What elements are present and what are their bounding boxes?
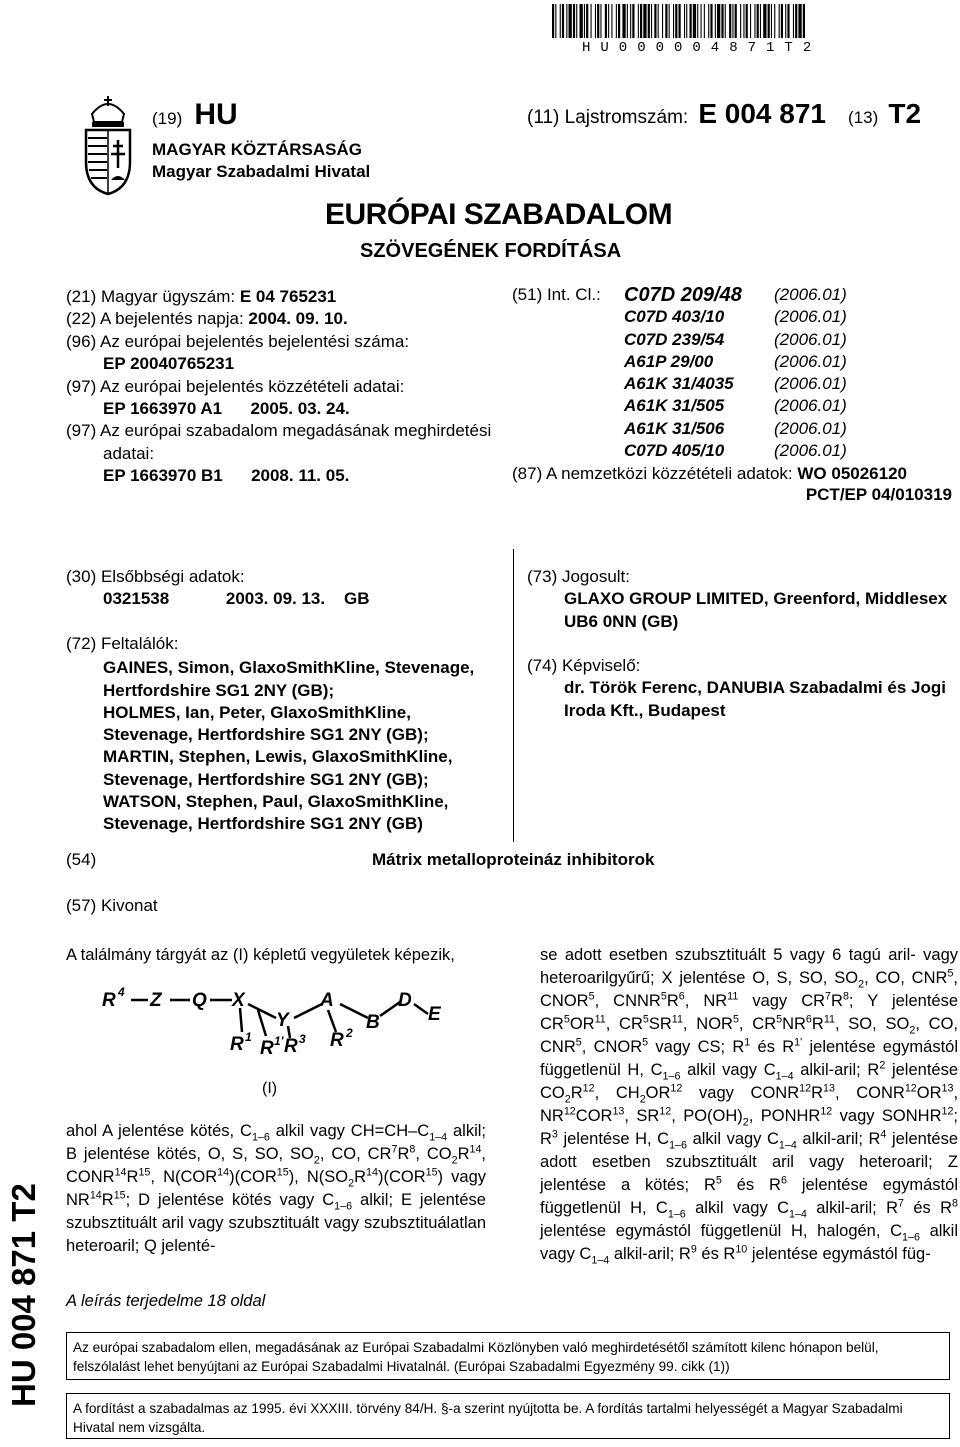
- ipc-version: (2006.01): [774, 418, 847, 438]
- formula-symbol: R: [284, 1036, 298, 1056]
- ipc-row: [512, 306, 847, 328]
- inventor-line: GAINES, Simon, GlaxoSmithKline, Stevenage,: [103, 658, 475, 678]
- formula-symbol: 2: [346, 1026, 353, 1040]
- barcode-bar: [622, 4, 625, 38]
- formula-symbol: 1: [245, 1030, 252, 1044]
- kind-code: T2: [888, 98, 922, 129]
- ipc-row-label: [512, 418, 624, 440]
- barcode-bar: [721, 4, 723, 38]
- translation-notice: A fordítást a szabadalmas az 1995. évi XXXIII. törvény 84/H. §-a szerint nyújtotta be. A fordítás tartalmi helyességét a Magyar Szabadalmi Hivatal nem vizsgálta.: [66, 1393, 950, 1439]
- barcode-bar: [651, 4, 652, 38]
- representative-line: Iroda Kft., Budapest: [564, 700, 726, 720]
- ipc-code: C07D 209/48: [624, 284, 742, 306]
- formula-symbol: 4: [118, 986, 125, 999]
- barcode-bar: [757, 4, 759, 38]
- ipc-row: [512, 351, 847, 373]
- inventors-label: (72) Feltalálók:: [66, 634, 179, 653]
- ep-grant-label: (97) Az európai szabadalom megadásának meghirdetési: [66, 421, 492, 441]
- formula-symbol: R: [102, 990, 116, 1011]
- coat-of-arms-icon: [78, 92, 138, 196]
- barcode-bar: [771, 4, 772, 38]
- barcode-bar: [679, 4, 681, 38]
- barcode-bar: [779, 4, 780, 38]
- barcode-bar: [562, 4, 564, 38]
- barcode-bar: [648, 4, 650, 38]
- barcode-bar: [732, 4, 733, 38]
- formula-symbol: R: [330, 1030, 344, 1051]
- barcode-bar: [584, 4, 585, 38]
- ep-app-label: (96) Az európai bejelentés bejelentési száma:: [66, 331, 410, 351]
- registration-number: E 004 871: [698, 98, 826, 129]
- ipc-version: (2006.01): [774, 441, 847, 461]
- kind-num: (13): [848, 108, 879, 127]
- formula-symbol: Z: [150, 990, 162, 1011]
- barcode-bar: [595, 4, 596, 38]
- barcode-bar: [684, 4, 685, 38]
- ipc-row-label: (51) Int. Cl.:: [512, 285, 601, 304]
- barcode-bar: [787, 4, 789, 38]
- ep-pub-value: EP 1663970 A1 2005. 03. 24.: [103, 399, 350, 419]
- intl-pub-label: (87) A nemzetközi közzétételi adatok:: [512, 464, 798, 484]
- registration-label: (11) Lajstromszám:: [527, 107, 689, 128]
- barcode-bar: [658, 4, 659, 38]
- barcode-bar: [600, 4, 601, 38]
- ipc-row: [512, 284, 847, 306]
- description-extent: A leírás terjedelme 18 oldal: [66, 1292, 266, 1310]
- ep-pub-label: (97) Az európai bejelentés közzétételi adatai:: [66, 376, 405, 396]
- inventor-line: Stevenage, Hertfordshire SG1 2NY (GB);: [103, 725, 429, 745]
- office-name: Magyar Szabadalmi Hivatal: [152, 162, 371, 181]
- representative-line: dr. Török Ferenc, DANUBIA Szabadalmi és Jogi: [564, 678, 946, 698]
- kind-field: [848, 98, 921, 130]
- ipc-code: A61P 29/00: [624, 351, 714, 371]
- formula-symbol: X: [232, 990, 245, 1011]
- barcode-bar: [717, 4, 720, 38]
- filing-date-value: 2004. 09. 10.: [248, 309, 348, 329]
- abstract-left-body: ahol A jelentése kötés, $C_{1-6}$ alkil vagy $CH=CH-C_{1-4}$ alkil; B jelentése kötés, O, S, SO, $SO_2$, CO, $CR^7R^8$, $CO_2R^{14}$, $CONR^{14}R^{15}$, N(COR$^{14}$)(COR$^{15}$), $N(SO_2R^{14})(COR^{15})$ vagy $NR^{14}R^{15}$; D jelentése kötés vagy $C_{1-6}$ alkil; E jelentése szubsztituált aril vagy szubsztituált vagy szubsztituálatlan heteroaril; Q jelenté-: [66, 1122, 487, 1255]
- proprietor-name: [527, 588, 957, 633]
- ipc-block: [512, 284, 907, 486]
- ipc-version: (2006.01): [774, 351, 847, 371]
- barcode-bar: [573, 4, 575, 38]
- barcode-bar: [774, 4, 775, 38]
- inventor-line: Stevenage, Hertfordshire SG1 2NY (GB): [103, 814, 423, 834]
- ipc-row-label: [512, 373, 624, 395]
- barcode-bar: [618, 4, 620, 38]
- ep-grant-label-2: adatai:: [103, 443, 155, 463]
- barcode-bar: [746, 4, 748, 38]
- barcode-bar: [569, 4, 572, 38]
- ipc-version: (2006.01): [774, 307, 847, 327]
- formula-label: (I): [262, 1080, 278, 1097]
- formula-symbol: R: [260, 1038, 274, 1056]
- barcode-bar: [697, 4, 698, 38]
- barcode-bar: [715, 4, 716, 38]
- ipc-code: C07D 403/10: [624, 307, 725, 327]
- barcode-bar: [608, 4, 609, 38]
- intl-pub-value: WO 05026120: [797, 464, 908, 484]
- pct-number: PCT/EP 04/010319: [805, 485, 952, 504]
- abstract-label: (57) Kivonat: [66, 896, 158, 915]
- ep-grant-value: EP 1663970 B1 2008. 11. 05.: [103, 466, 350, 486]
- barcode-bar: [627, 4, 628, 38]
- ipc-row: [512, 329, 847, 351]
- filing-date-line: [66, 308, 491, 330]
- ipc-code: A61K 31/4035: [624, 374, 734, 394]
- app-number-line: [66, 286, 491, 308]
- barcode-bar: [675, 4, 677, 38]
- side-document-code: HU 004 871 T2: [5, 1183, 42, 1407]
- barcode-bar: [597, 4, 599, 38]
- ipc-row: [512, 440, 847, 462]
- priority-value: 0321538 2003. 09. 13. GB: [103, 589, 370, 609]
- barcode-bar: [591, 4, 592, 38]
- ipc-row-label: [512, 440, 624, 462]
- ipc-code: A61K 31/506: [624, 418, 725, 438]
- representative-label: (74) Képviselő:: [527, 656, 641, 675]
- barcode-bar: [725, 4, 726, 38]
- barcode-bar: [743, 4, 744, 38]
- ipc-row: [512, 395, 847, 417]
- barcode-bar: [795, 4, 797, 38]
- ipc-row-label: [512, 329, 624, 351]
- representative-name: [527, 677, 957, 722]
- barcode-bar: [630, 4, 631, 38]
- ipc-row: [512, 418, 847, 440]
- barcode-bar: [793, 4, 794, 38]
- ipc-row: [512, 373, 847, 395]
- proprietor-label: (73) Jogosult:: [527, 567, 630, 586]
- barcode-bar: [552, 4, 554, 38]
- formula-symbol: E: [428, 1004, 441, 1025]
- barcode-bar: [669, 4, 670, 38]
- barcode-bar: [632, 4, 634, 38]
- barcode-bar: [566, 4, 567, 38]
- barcode-bar: [710, 4, 712, 38]
- barcode-bar: [708, 4, 709, 38]
- barcode-bar: [693, 4, 696, 38]
- priority-block: [66, 566, 506, 611]
- opposition-notice: Az európai szabadalom ellen, megadásának az Európai Szabadalmi Közlönyben való meghirdetésétől számított kilenc hónapon belül, felszólalást lehet benyújtani az Európai Szabadalmi Hivatalnál. (Európai Szabadalmi Egyezmény 99. cikk (1)): [66, 1332, 950, 1380]
- republic-name: MAGYAR KÖZTÁRSASÁG: [152, 140, 362, 159]
- barcode-bar: [673, 4, 674, 38]
- inventor-line: MARTIN, Stephen, Lewis, GlaxoSmithKline,: [103, 747, 453, 767]
- barcode-bar: [686, 4, 687, 38]
- barcode-bar: [768, 4, 770, 38]
- barcode-bar: [701, 4, 702, 38]
- barcode-bar: [605, 4, 607, 38]
- barcode-bar: [580, 4, 583, 38]
- barcode-bar: [662, 4, 663, 38]
- ipc-row-label: [512, 351, 624, 373]
- ipc-version: (2006.01): [774, 285, 847, 304]
- app-number-label: (21) Magyar ügyszám:: [66, 287, 240, 306]
- ipc-code: C07D 239/54: [624, 329, 725, 349]
- barcode-text: HU000004871T2: [582, 40, 822, 56]
- barcode-bar: [643, 4, 646, 38]
- barcode-bar: [586, 4, 588, 38]
- registration-field: [527, 98, 826, 130]
- inventors-block: [66, 633, 506, 836]
- abstract-right-body: se adott esetben szubsztituált 5 vagy 6 tagú aril- vagy heteroarilgyűrű; X jelentése O, S, SO, $SO_2$, CO, CNR$^5$, CNOR$^5$, $CNNR^5R^6$, NR$^{11}$ vagy $CR^7R^8$; Y jelentése $CR^5OR^{11}$, $CR^5SR^{11}$, NOR$^5$, $CR^5NR^6R^{11}$, SO, $SO_2$, CO, CNR$^5$, CNOR$^5$ vagy CS; $R^1$ és $R^{1'}$ jelentése egymástól függetlenül H, $C_{1-6}$ alkil vagy $C_{1-4}$ alkil-aril; $R^2$ jelentése $CO_2R^{12}$, $CH_2OR^{12}$ vagy $CONR^{12}R^{13}$, CONR$^{12}$OR$^{13}$, NR$^{12}$COR$^{13}$, SR$^{12}$, $PO(OH)_2$, PONHR$^{12}$ vagy SONHR$^{12}$; $R^3$ jelentése H, $C_{1-6}$ alkil vagy $C_{1-4}$ alkil-aril; $R^4$ jelentése adott esetben szubsztituált aril vagy heteroaril; Z jelentése a kötés; $R^5$ és $R^6$ jelentése egymástól függetlenül H, $C_{1-6}$ alkil vagy $C_{1-4}$ alkil-aril; $R^7$ és $R^8$ jelentése egymástól függetlenül H, halogén, $C_{1-6}$ alkil vagy $C_{1-4}$ alkil-aril; $R^9$ és $R^{10}$ jelentése egymástól füg-: [540, 946, 959, 1267]
- chemical-formula: [98, 986, 458, 1056]
- invention-title: Mátrix metalloproteináz inhibitorok: [372, 850, 655, 869]
- inventor-line: WATSON, Stephen, Paul, GlaxoSmithKline,: [103, 792, 449, 812]
- formula-symbol: D: [398, 990, 412, 1011]
- barcode-bar: [760, 4, 761, 38]
- inventor-line: Hertfordshire SG1 2NY (GB);: [103, 680, 335, 700]
- country-num: (19): [152, 109, 183, 128]
- formula-symbol: Q: [192, 990, 207, 1011]
- barcode-bar: [704, 4, 705, 38]
- barcode-bar: [785, 4, 786, 38]
- barcode-bar: [611, 4, 612, 38]
- barcode-bar: [555, 4, 556, 38]
- formula-symbol: 3: [299, 1032, 306, 1046]
- barcode-bar: [616, 4, 617, 38]
- column-divider: [513, 549, 514, 842]
- ipc-row-label: [512, 306, 624, 328]
- priority-label: (30) Elsőbbségi adatok:: [66, 567, 245, 586]
- formula-symbol: 1': [274, 1034, 284, 1048]
- abstract-intro: A találmány tárgyát az (I) képletű vegyületek képezik,: [66, 946, 455, 964]
- app-number-value: E 04 765231: [239, 287, 337, 306]
- document-title: EURÓPAI SZABADALOM: [325, 198, 673, 231]
- ipc-row-label: [512, 395, 624, 417]
- ipc-version: (2006.01): [774, 329, 847, 349]
- proprietor-line: UB6 0NN (GB): [564, 611, 679, 631]
- ipc-code: A61K 31/505: [624, 396, 725, 416]
- proprietor-block: [527, 566, 957, 633]
- barcode-bar: [803, 4, 805, 38]
- barcode-bar: [576, 4, 577, 38]
- country-field: [152, 98, 238, 132]
- barcode-bar: [754, 4, 755, 38]
- barcode-bar: [654, 4, 656, 38]
- formula-symbol: B: [366, 1012, 380, 1033]
- ep-app-value: EP 20040765231: [103, 354, 235, 374]
- barcode-bar: [640, 4, 642, 38]
- formula-symbol: A: [320, 990, 334, 1011]
- barcode-bar: [798, 4, 801, 38]
- barcode-bar: [781, 4, 783, 38]
- proprietor-line: GLAXO GROUP LIMITED, Greenford, Middlesex: [564, 589, 948, 609]
- country-code: HU: [194, 98, 238, 131]
- barcode-bar: [690, 4, 692, 38]
- filing-date-label: (22) A bejelentés napja:: [66, 309, 249, 329]
- barcode-bar: [638, 4, 639, 38]
- ipc-code: C07D 405/10: [624, 441, 725, 461]
- barcode-bar: [735, 4, 737, 38]
- barcode-bar: [560, 4, 561, 38]
- barcode-bar: [665, 4, 667, 38]
- barcode-bar: [750, 4, 751, 38]
- title-num: (54): [66, 850, 97, 869]
- barcode: [552, 4, 952, 38]
- ipc-version: (2006.01): [774, 396, 847, 416]
- barcode-bar: [740, 4, 741, 38]
- representative-block: [527, 655, 957, 722]
- formula-symbol: R: [230, 1034, 244, 1055]
- ipc-version: (2006.01): [774, 374, 847, 394]
- inventor-line: Stevenage, Hertfordshire SG1 2NY (GB);: [103, 769, 429, 789]
- barcode-bar: [763, 4, 766, 38]
- barcode-bar: [729, 4, 731, 38]
- biblio-left: [66, 286, 491, 488]
- formula-symbol: Y: [276, 1010, 289, 1031]
- document-subtitle: SZÖVEGÉNEK FORDÍTÁSA: [360, 240, 622, 262]
- intl-pub-line: [512, 463, 907, 485]
- inventor-line: HOLMES, Ian, Peter, GlaxoSmithKline,: [103, 702, 411, 722]
- inventors-list: [66, 657, 506, 835]
